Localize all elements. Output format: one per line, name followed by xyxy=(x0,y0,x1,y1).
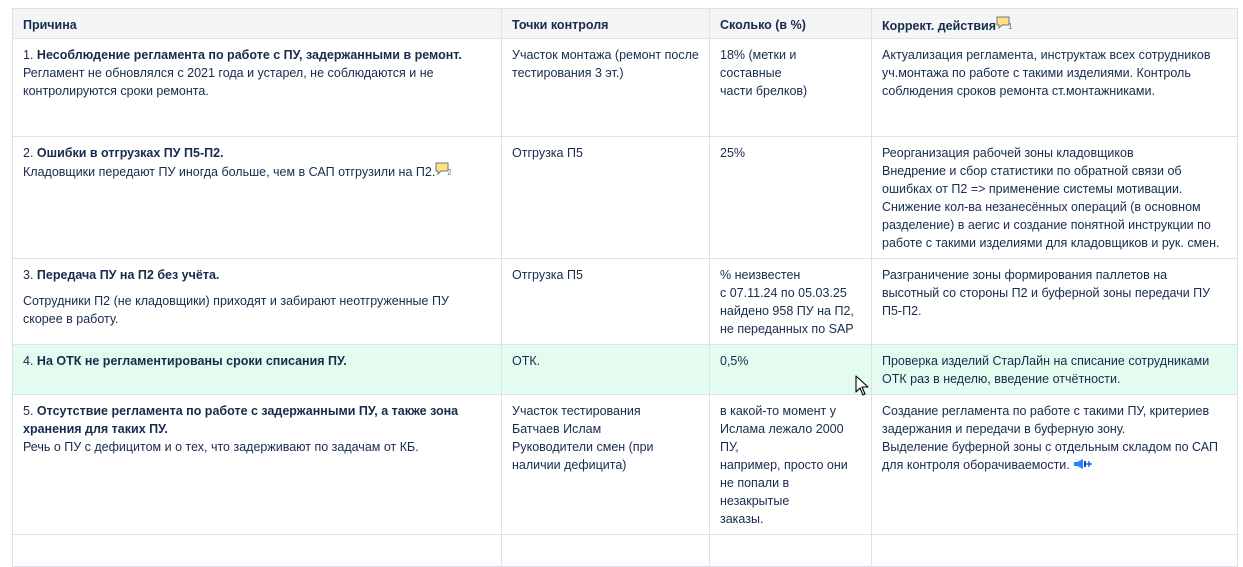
control-text: ОТК. xyxy=(512,354,541,368)
control-cell[interactable] xyxy=(502,39,710,137)
amount-text: 0,5% xyxy=(720,354,749,368)
table-row-empty xyxy=(13,535,1238,567)
amount-cell[interactable] xyxy=(710,39,872,137)
actions-text: Снижение кол-ва незанесённых операций (в основном xyxy=(882,200,1201,214)
actions-cell[interactable] xyxy=(872,137,1238,259)
cause-cell[interactable] xyxy=(13,259,502,345)
cause-cell[interactable] xyxy=(13,39,502,137)
row-number: 1. xyxy=(23,48,34,62)
actions-text: высотный со стороны П2 и буферной зоны передачи ПУ xyxy=(882,286,1211,300)
actions-text: задержания и передачи в буферную зону. xyxy=(882,422,1126,436)
cause-description: Речь о ПУ с дефицитом и о тех, что задерживают по задачам от КБ. xyxy=(23,440,419,454)
header-label: Причина xyxy=(23,18,77,32)
actions-text: Создание регламента по работе с такими ПУ, критериев xyxy=(882,404,1210,418)
amount-text: Ислама лежало 2000 ПУ, xyxy=(720,422,844,454)
control-text: Отгрузка П5 xyxy=(512,268,583,282)
amount-text: в какой-то момент у xyxy=(720,404,836,418)
actions-cell[interactable] xyxy=(872,259,1238,345)
amount-text: например, просто они xyxy=(720,458,848,472)
actions-text: разделение) в аегис и создание понятной инструкции по xyxy=(882,218,1211,232)
cause-title: Несоблюдение регламента по работе с ПУ, задержанными в ремонт. xyxy=(36,48,462,62)
cause-cell[interactable] xyxy=(13,137,502,259)
cause-title: хранения для таких ПУ. xyxy=(23,422,168,436)
table-row xyxy=(13,137,1238,259)
comment-icon[interactable] xyxy=(435,162,453,178)
amount-cell[interactable] xyxy=(710,259,872,345)
actions-text: Разграничение зоны формирования паллетов на xyxy=(882,268,1168,282)
cause-title: Передача ПУ на П2 без учёта. xyxy=(36,268,220,282)
control-text: Участок монтажа (ремонт после xyxy=(512,48,699,62)
cause-title: Ошибки в отгрузках ПУ П5-П2. xyxy=(36,146,224,160)
actions-text: соблюдения сроков ремонта ст.монтажниками. xyxy=(882,84,1155,98)
actions-cell[interactable] xyxy=(872,345,1238,395)
mouse-cursor-icon xyxy=(855,375,869,402)
header-row xyxy=(13,9,1238,39)
actions-text: Актуализация регламента, инструктаж всех сотрудников xyxy=(882,48,1211,62)
cause-cell[interactable] xyxy=(13,395,502,535)
cause-description: Кладовщики передают ПУ иногда больше, чем в САП отгрузили на П2. xyxy=(23,165,436,179)
actions-text: Реорганизация рабочей зоны кладовщиков xyxy=(882,146,1134,160)
header-label: Сколько (в %) xyxy=(720,18,806,32)
table-row xyxy=(13,259,1238,345)
header-cell-actions[interactable] xyxy=(872,9,1238,39)
actions-text: ОТК раз в неделю, введение отчётности. xyxy=(882,372,1121,386)
table-row xyxy=(13,395,1238,535)
control-text: тестирования 3 эт.) xyxy=(512,66,624,80)
control-cell[interactable] xyxy=(502,259,710,345)
actions-cell[interactable] xyxy=(872,39,1238,137)
cause-cell[interactable] xyxy=(13,345,502,395)
actions-text: работе с такими изделиями для кладовщиков и рук. смен. xyxy=(882,236,1220,250)
add-reaction-icon[interactable] xyxy=(1073,457,1095,476)
amount-text: не переданных по SAP xyxy=(720,322,854,336)
actions-text: для контроля оборачиваемости. xyxy=(882,458,1070,472)
amount-text: не попали в незакрытые xyxy=(720,476,790,508)
actions-text: Выделение буферной зоны с отдельным складом по САП xyxy=(882,440,1218,454)
control-text: Участок тестирования xyxy=(512,404,641,418)
comment-icon[interactable] xyxy=(996,16,1014,32)
header-cell-control-points[interactable] xyxy=(502,9,710,39)
paragraph-gap xyxy=(23,284,491,292)
header-label: Точки контроля xyxy=(512,18,609,32)
actions-text: ошибках от П2 => применение системы мотивации. xyxy=(882,182,1183,196)
empty-cell[interactable] xyxy=(502,535,710,567)
cause-description: Сотрудники П2 (не кладовщики) приходят и забирают неотгруженные ПУ xyxy=(23,294,449,308)
empty-cell[interactable] xyxy=(13,535,502,567)
control-text: Отгрузка П5 xyxy=(512,146,583,160)
amount-cell[interactable] xyxy=(710,137,872,259)
actions-text: П5-П2. xyxy=(882,304,922,318)
row-number: 3. xyxy=(23,268,34,282)
control-text: Батчаев Ислам xyxy=(512,422,602,436)
row-number: 4. xyxy=(23,354,34,368)
cause-title: Отсутствие регламента по работе с задержанными ПУ, а также зона xyxy=(36,404,459,418)
row-number: 5. xyxy=(23,404,34,418)
control-text: наличии дефицита) xyxy=(512,458,627,472)
control-text: Руководители смен (при xyxy=(512,440,654,454)
cause-description: контролируются сроки ремонта. xyxy=(23,84,209,98)
amount-text: части брелков) xyxy=(720,84,808,98)
amount-text: 18% (метки и составные xyxy=(720,48,797,80)
amount-cell[interactable] xyxy=(710,395,872,535)
header-cell-cause[interactable] xyxy=(13,9,502,39)
table-row-highlighted xyxy=(13,345,1238,395)
cause-description: Регламент не обновлялся с 2021 года и устарел, не соблюдаются и не xyxy=(23,66,434,80)
amount-text: найдено 958 ПУ на П2, xyxy=(720,304,854,318)
cause-title: На ОТК не регламентированы сроки списания ПУ. xyxy=(36,354,347,368)
amount-text: заказы. xyxy=(720,512,764,526)
header-cell-amount[interactable] xyxy=(710,9,872,39)
comment-count: 1 xyxy=(1008,22,1013,31)
control-cell[interactable] xyxy=(502,345,710,395)
row-number: 2. xyxy=(23,146,34,160)
empty-cell[interactable] xyxy=(872,535,1238,567)
amount-cell[interactable] xyxy=(710,345,872,395)
amount-text: 25% xyxy=(720,146,746,160)
data-table xyxy=(12,8,1238,567)
actions-text: Проверка изделий СтарЛайн на списание сотрудниками xyxy=(882,354,1210,368)
control-cell[interactable] xyxy=(502,395,710,535)
cause-description: скорее в работу. xyxy=(23,312,119,326)
actions-cell[interactable] xyxy=(872,395,1238,535)
actions-text: уч.монтажа по работе с такими изделиями. Контроль xyxy=(882,66,1191,80)
comment-count: 2 xyxy=(447,168,452,177)
amount-text: с 07.11.24 по 05.03.25 xyxy=(720,286,847,300)
control-cell[interactable] xyxy=(502,137,710,259)
amount-text: % неизвестен xyxy=(720,268,801,282)
empty-cell[interactable] xyxy=(710,535,872,567)
header-label: Коррект. действия xyxy=(882,19,997,33)
table-row xyxy=(13,39,1238,137)
actions-text: Внедрение и сбор статистики по обратной связи об xyxy=(882,164,1182,178)
